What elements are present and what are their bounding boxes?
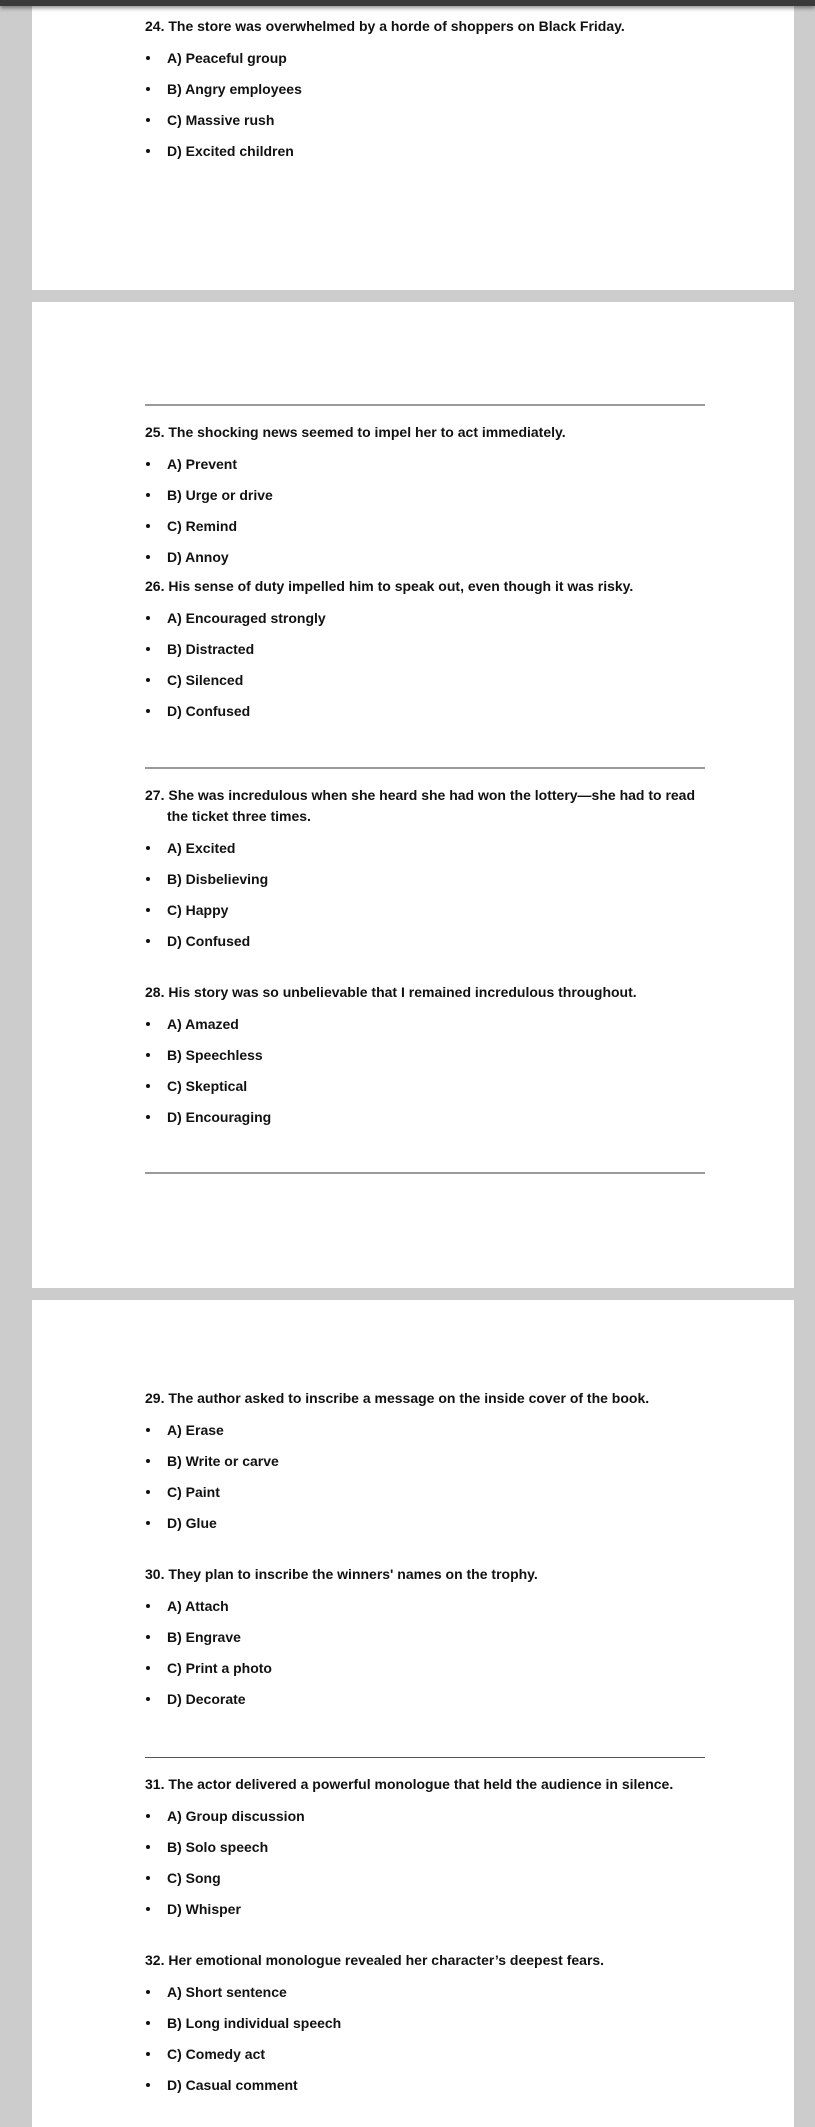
option-a: A) Prevent xyxy=(145,449,705,480)
option-a: A) Peaceful group xyxy=(145,43,705,74)
option-c: C) Song xyxy=(145,1863,705,1894)
question-28 xyxy=(145,982,705,1133)
options-list xyxy=(145,1977,705,2101)
document-page-1 xyxy=(32,0,794,290)
question-text: 27. She was incredulous when she heard she had won the lottery—she had to read the ticket three times. xyxy=(145,787,696,824)
option-a: A) Erase xyxy=(145,1415,705,1446)
option-d: D) Decorate xyxy=(145,1684,705,1715)
question-31 xyxy=(145,1774,705,1925)
option-d: D) Confused xyxy=(145,926,705,957)
options-list xyxy=(145,1591,705,1715)
options-list xyxy=(145,833,705,957)
option-b: B) Urge or drive xyxy=(145,480,705,511)
options-list xyxy=(145,603,705,727)
question-29 xyxy=(145,1388,705,1539)
option-c: C) Comedy act xyxy=(145,2039,705,2070)
question-text: 32. Her emotional monologue revealed her character’s deepest fears. xyxy=(145,1952,605,1968)
question-text: 24. The store was overwhelmed by a horde of shoppers on Black Friday. xyxy=(145,18,625,34)
option-d: D) Confused xyxy=(145,696,705,727)
option-d: D) Whisper xyxy=(145,1894,705,1925)
option-a: A) Attach xyxy=(145,1591,705,1622)
option-b: B) Disbelieving xyxy=(145,864,705,895)
option-a: A) Amazed xyxy=(145,1009,705,1040)
horizontal-divider xyxy=(145,767,705,769)
option-a: A) Excited xyxy=(145,833,705,864)
horizontal-divider xyxy=(145,404,705,406)
question-text: 25. The shocking news seemed to impel her to act immediately. xyxy=(145,424,566,440)
option-b: B) Engrave xyxy=(145,1622,705,1653)
option-d: D) Casual comment xyxy=(145,2070,705,2101)
question-32 xyxy=(145,1950,705,2101)
option-d: D) Glue xyxy=(145,1508,705,1539)
option-b: B) Solo speech xyxy=(145,1832,705,1863)
option-b: B) Angry employees xyxy=(145,74,705,105)
options-list xyxy=(145,449,705,573)
option-c: C) Silenced xyxy=(145,665,705,696)
option-c: C) Remind xyxy=(145,511,705,542)
option-c: C) Happy xyxy=(145,895,705,926)
option-c: C) Print a photo xyxy=(145,1653,705,1684)
option-a: A) Encouraged strongly xyxy=(145,603,705,634)
option-b: B) Long individual speech xyxy=(145,2008,705,2039)
option-c: C) Massive rush xyxy=(145,105,705,136)
horizontal-divider xyxy=(145,1172,705,1174)
question-27 xyxy=(145,785,705,957)
question-text: 31. The actor delivered a powerful monologue that held the audience in silence. xyxy=(145,1776,674,1792)
question-text: 30. They plan to inscribe the winners' names on the trophy. xyxy=(145,1566,538,1582)
document-page-2 xyxy=(32,302,794,1288)
question-text: 28. His story was so unbelievable that I remained incredulous throughout. xyxy=(145,984,637,1000)
question-26 xyxy=(145,576,705,727)
option-a: A) Group discussion xyxy=(145,1801,705,1832)
question-30 xyxy=(145,1564,705,1715)
options-list xyxy=(145,43,705,167)
option-b: B) Distracted xyxy=(145,634,705,665)
horizontal-divider xyxy=(145,1757,705,1758)
option-c: C) Paint xyxy=(145,1477,705,1508)
option-b: B) Speechless xyxy=(145,1040,705,1071)
question-text: 29. The author asked to inscribe a message on the inside cover of the book. xyxy=(145,1390,650,1406)
option-d: D) Annoy xyxy=(145,542,705,573)
options-list xyxy=(145,1801,705,1925)
options-list xyxy=(145,1009,705,1133)
question-24 xyxy=(145,16,705,167)
options-list xyxy=(145,1415,705,1539)
document-page-3 xyxy=(32,1300,794,2127)
option-d: D) Excited children xyxy=(145,136,705,167)
option-c: C) Skeptical xyxy=(145,1071,705,1102)
question-text: 26. His sense of duty impelled him to speak out, even though it was risky. xyxy=(145,578,634,594)
option-d: D) Encouraging xyxy=(145,1102,705,1133)
option-a: A) Short sentence xyxy=(145,1977,705,2008)
option-b: B) Write or carve xyxy=(145,1446,705,1477)
question-25 xyxy=(145,422,705,573)
window-top-bar xyxy=(0,0,815,6)
